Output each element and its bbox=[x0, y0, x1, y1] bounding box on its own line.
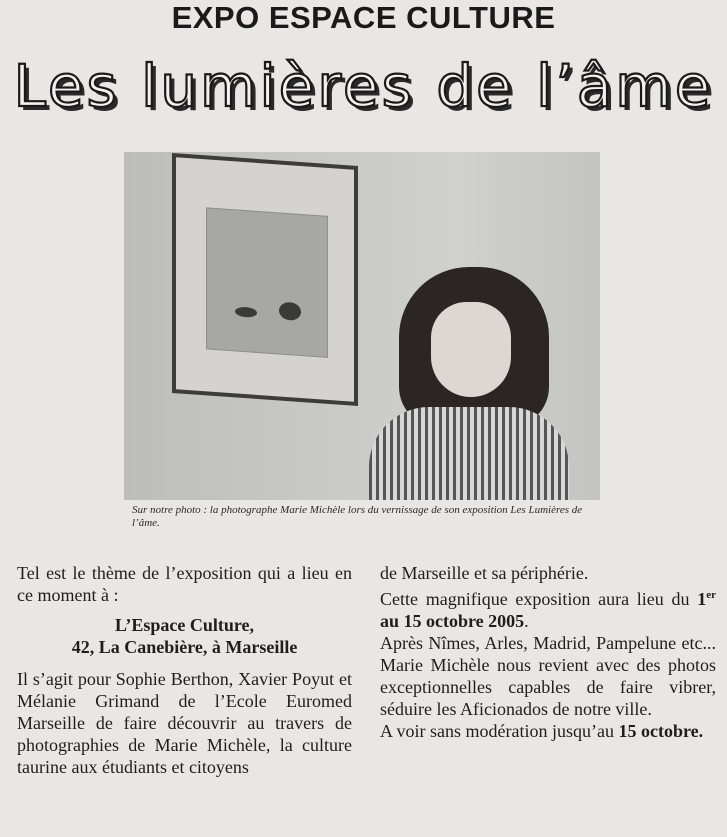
framed-photograph bbox=[172, 153, 358, 406]
body-continuation: de Marseille et sa périphérie. bbox=[380, 563, 589, 583]
framed-photograph-image bbox=[206, 207, 328, 358]
article-headline: Les lumières de l’âme bbox=[13, 52, 714, 120]
venue-address bbox=[17, 614, 352, 658]
article-photo bbox=[124, 152, 600, 500]
date-paragraph: Cette magnifique exposition aura lieu du 1er au 15 octobre 2005. bbox=[380, 589, 716, 631]
photos-paragraph: Après Nîmes, Arles, Madrid, Pampelune etc... Marie Michèle nous revient avec des photos exceptionnelles capables de faire vibrer, séduire les Aficionados de notre ville. bbox=[380, 633, 716, 719]
article-right-column bbox=[380, 562, 716, 742]
venue-line-1: L’Espace Culture, bbox=[114, 615, 255, 635]
photo-caption: Sur notre photo : la photographe Marie Michèle lors du vernissage de son exposition Les Lumières de l’âme. bbox=[132, 504, 583, 529]
closing-paragraph: A voir sans modération jusqu’au 15 octobre. bbox=[380, 721, 704, 741]
venue-line-2: 42, La Canebière, à Marseille bbox=[71, 637, 298, 657]
article-left-column bbox=[17, 562, 352, 778]
body-paragraph: Il s’agit pour Sophie Berthon, Xavier Poyut et Mélanie Grimand de l’Ecole Euromed Marseille de faire découvrir au travers de photographies de Marie Michèle, la culture taurine aux étudiants et citoyens bbox=[17, 669, 352, 777]
photographer-portrait bbox=[369, 267, 579, 500]
intro-paragraph: Tel est le thème de l’exposition qui a lieu en ce moment à : bbox=[17, 563, 352, 605]
section-kicker: EXPO ESPACE CULTURE bbox=[171, 0, 556, 35]
